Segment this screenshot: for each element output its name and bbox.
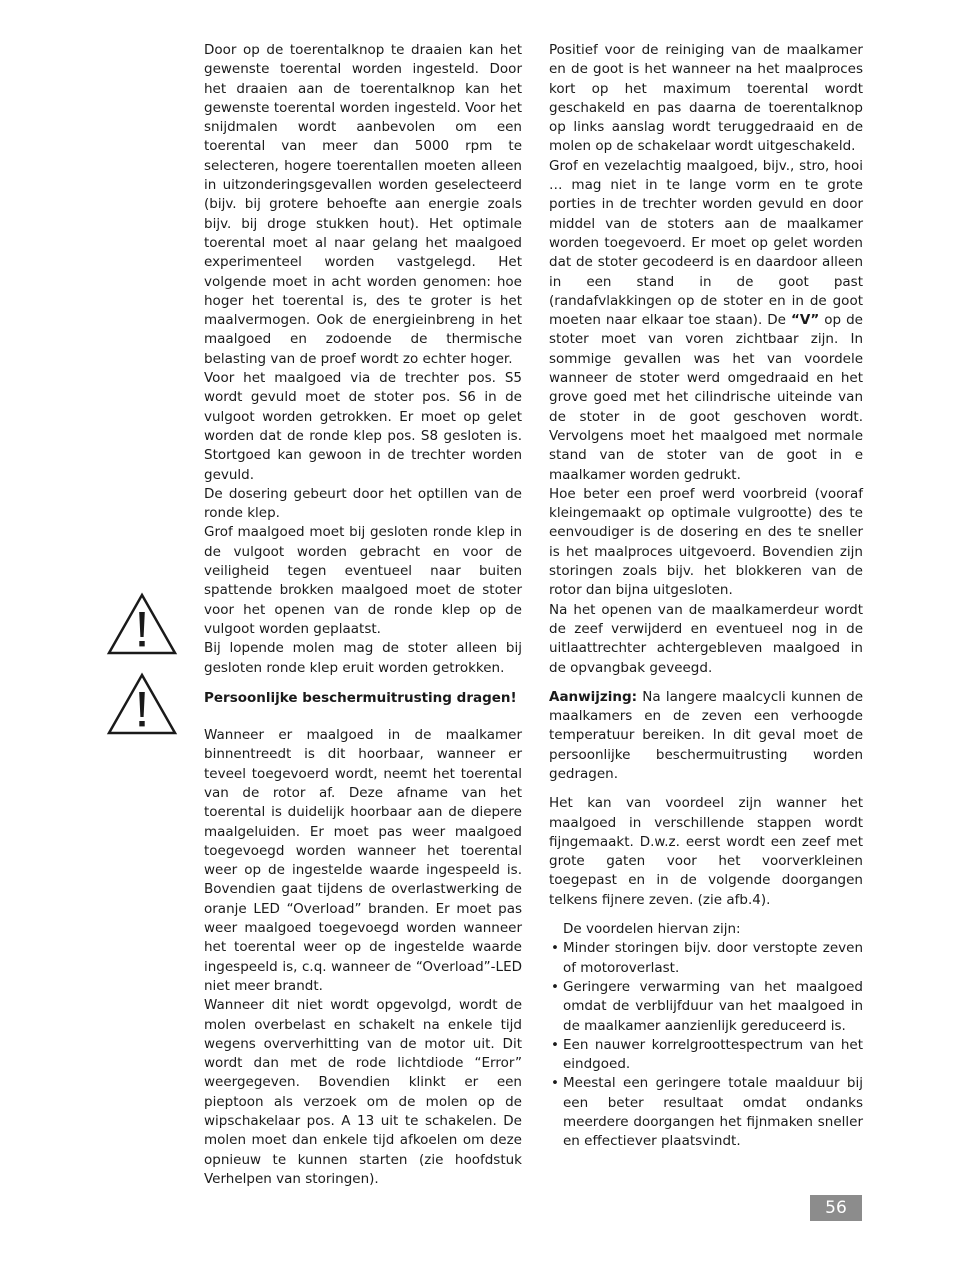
right-column [549, 41, 863, 1152]
list-item-text: Meestal een geringere totale maalduur bij een beter resultaat omdat ondanks meerdere doorgangen het fijnmaken sneller en effectiever plaatsvindt. [563, 1075, 863, 1150]
section-heading: Persoonlijke beschermuitrusting dragen! [204, 689, 517, 706]
warning-triangle-icon [106, 672, 178, 736]
list-item [549, 1074, 863, 1151]
paragraph [549, 157, 863, 485]
list-item-text: Een nauwer korrelgroottespectrum van het eindgoed. [563, 1036, 863, 1073]
paragraph: Wanneer er maalgoed in de maalkamer binnentreedt is dit hoorbaar, wanneer er teveel toegevoerd wordt, neemt het toerental van de rotor af. Deze afname van het toerental is duidelijk hoorbaar aan de diepere maalgeluiden. Er moet pas weer maalgoed toegevoegd worden wanneer het toerental weer op de ingestelde waarde ingespeeld is. Bovendien gaat tijdens de overlastwerking de oranje LED “Overload” branden. Er moet pas weer maalgoed toegevoegd worden wanneer het toerental weer op de ingestelde waarde ingespeeld is, c.q. wanneer de “Overload”-LED niet meer brandt. [204, 727, 522, 994]
paragraph: Na het openen van de maalkamerdeur wordt de zeef verwijderd en eventueel nog in de uitlaattrechter achtergebleven maalgoed in de opvangbak geveegd. [549, 601, 863, 676]
paragraph: Door op de toerentalknop te draaien kan het gewenste toerental worden ingesteld. Door het draaien aan de toerentalknop kan het gewenste toerental worden ingesteld. Voor het snijdmalen wordt aanbevolen om een toerental van meer dan 5000 rpm te selecteren, hogere toerentallen moeten alleen in uitzonderingsgevallen worden geselecteerd (bijv. bij grotere behoefte aan energie zoals bijv. bij droge stukken hout). Het optimale toerental moet al naar gelang het maalgoed experimenteel worden vastgelegd. Het volgende moet in acht worden genomen: hoe hoger het toerental is, des te groter is het maalvermogen. Ook de energieinbreng in het maalgoed en zodoende de thermische belasting van de proef wordt zo echter hoger. [204, 42, 522, 367]
paragraph-text: Grof en vezelachtig maalgoed, bijv., stro, hooi … mag niet in te lange vorm en te grote porties in de trechter worden gevuld en door middel van de stoters aan de maalkamer worden toegevoerd. Er moet op gelet worden dat de stoter gecodeerd is en daardoor alleen in een stand in de goot past (randafvlakkingen op de stoter en in de goot moeten naar elkaar toe staan). De [549, 157, 863, 329]
list-intro: De voordelen hiervan zijn: [563, 921, 741, 938]
paragraph: De dosering gebeurt door het optillen van de ronde klep. [204, 485, 522, 522]
list-item [549, 939, 863, 978]
paragraph: Voor het maalgoed via de trechter pos. S5 wordt gevuld moet de stoter pos. S6 in de vulgoot worden getrokken. Er moet op gelet worden dat de ronde klep pos. S8 gesloten is. Stortgoed kan gewoon in de trechter worden gevuld. [204, 370, 522, 483]
paragraph: Grof maalgoed moet bij gesloten ronde klep in de vulgoot worden gebracht en voor de veiligheid tegen eventueel naar buiten spattende brokken maalgoed moet de stoter voor het openen van de ronde klep op de vulgoot worden geplaatst. [204, 524, 522, 637]
paragraph: Bij lopende molen mag de stoter alleen bij gesloten ronde klep eruit worden getrokken. [204, 640, 522, 676]
advantages-list [549, 939, 863, 1151]
bullet-icon: • [551, 978, 559, 995]
warning-triangle-icon [106, 592, 178, 656]
paragraph: Het kan van voordeel zijn wanner het maalgoed in verschillende stappen wordt fijngemaakt. D.w.z. eerst wordt een zeef met grote gaten voor het voorverkleinen toegepast en in de volgende doorgangen telkens fijnere zeven. (zie afb.4). [549, 795, 863, 908]
bullet-icon: • [551, 1036, 559, 1053]
paragraph: Wanneer dit niet wordt opgevolgd, wordt de molen overbelast en schakelt na enkele tijd wegens oververhitting van de motor uit. Dit wordt dan met de rode lichtdiode “Error” weergegeven. Bovendien klinkt er een pieptoon als verzoek om de molen op de wipschakelaar pos. A 13 uit te schakelen. De molen moet dan enkele tijd afkoelen om deze opnieuw te kunnen starten (zie hoofdstuk Verhelpen van storingen). [204, 997, 522, 1187]
note-text: Na langere maalcycli kunnen de maalkamers en de zeven een verhoogde temperatuur bereiken. In dit geval moet de persoonlijke beschermuitrusting worden gedragen. [549, 688, 863, 782]
bullet-icon: • [551, 1075, 559, 1092]
note-label: Aanwijzing: [549, 688, 638, 705]
paragraph: Positief voor de reiniging van de maalkamer en de goot is het wanneer na het maalproces kort op het maximum toerental wordt geschakeld en pas daarna de toerentalknop op links aanslag wordt teruggedraaid en de molen op de schakelaar wordt uitgeschakeld. [549, 42, 863, 155]
left-column [204, 41, 522, 1189]
v-marker-text: “V” [791, 312, 820, 329]
list-item-text: Minder storingen bijv. door verstopte zeven of motoroverlast. [563, 940, 863, 976]
list-item-text: Geringere verwarming van het maalgoed omdat de verblijfduur van het maalgoed in de maalkamer aanzienlijk gereduceerd is. [563, 978, 863, 1034]
paragraph-text: op de stoter moet van voren zichtbaar zijn. In sommige gevallen was het van voordele wanneer de stoter werd omgedraaid en het grove goed met het cilindrische uiteinde van de stoter in de goot geschoven wordt. Vervolgens moet het maalgoed met normale stand van de stoter van de goot in e maalkamer worden gedrukt. [549, 312, 863, 483]
list-item [549, 1036, 863, 1075]
bullet-icon: • [551, 940, 559, 957]
list-item [549, 978, 863, 1036]
note-paragraph [549, 688, 863, 784]
page-number: 56 [810, 1195, 862, 1221]
paragraph: Hoe beter een proef werd voorbreid (vooraf kleingemaakt op optimale vulgrootte) des te eenvoudiger is de dosering en des te sneller is het maalproces uitgevoerd. Bovendien zijn storingen zoals bijv. het blokkeren van de rotor dan bijna uitgesloten. [549, 485, 863, 599]
